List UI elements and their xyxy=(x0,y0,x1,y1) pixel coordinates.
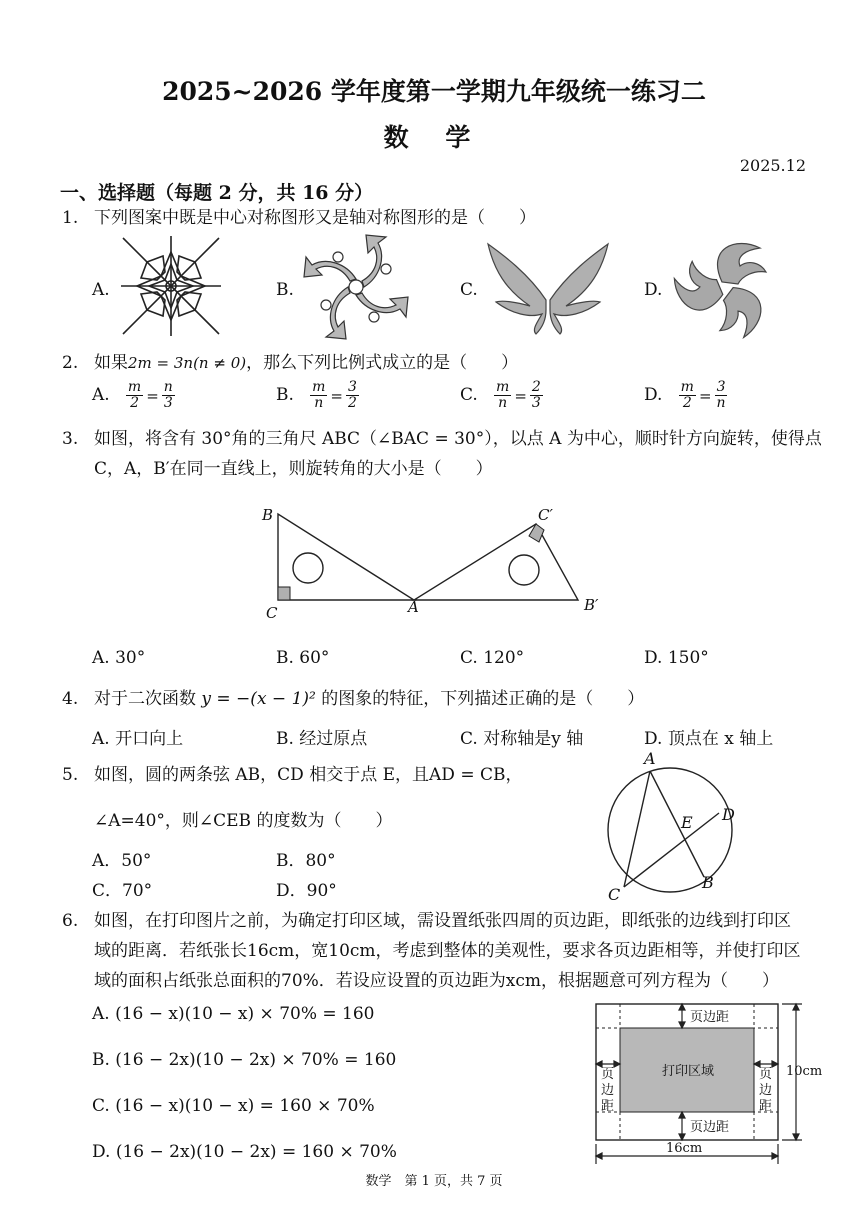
math-expression: 2m = 3n(n ≠ 0) xyxy=(128,354,247,372)
option-label: A. xyxy=(92,385,110,405)
label-A: A xyxy=(644,749,656,768)
question-3 xyxy=(62,424,822,484)
page-footer: 数学 第 1 页，共 7 页 xyxy=(365,1174,503,1189)
question-1 xyxy=(62,203,536,233)
option-a: A. $\frac{m}{2}$ = $\frac{n}{3}$ xyxy=(92,379,173,411)
stem-line: C，A，B′在同一直线上，则旋转角的大小是（ ） xyxy=(94,459,493,479)
option-d: D．90° xyxy=(276,881,337,901)
option-a-label: A. xyxy=(92,280,110,300)
question-stem: 下列图案中既是中心对称图形又是轴对称图形的是（ ） xyxy=(94,208,536,228)
stem-line: 域的距离．若纸张长16cm，宽10cm，考虑到整体的美观性，要求各页边距相等，并使打印区 xyxy=(94,941,801,961)
width-label: 16cm xyxy=(666,1141,703,1156)
top-margin-label: 页边距 xyxy=(690,1010,730,1025)
subject-title: 数 学 xyxy=(383,123,485,152)
fraction-numerator: n xyxy=(163,379,173,395)
option-c: C．70° xyxy=(92,881,153,901)
question-5-line2: ∠A=40°，则∠CEB 的度数为（ ） xyxy=(94,811,393,831)
question-number: 5. xyxy=(62,765,79,785)
fraction-numerator: 2 xyxy=(531,379,541,395)
question-number: 4. xyxy=(62,689,79,709)
stem-text: 的图象的特征，下列描述正确的是（ ） xyxy=(321,689,645,709)
print-margin-figure xyxy=(590,998,826,1168)
fraction-denominator: n xyxy=(314,395,324,411)
question-2 xyxy=(62,348,518,378)
question-number: 2. xyxy=(62,353,79,373)
option-c: C. 对称轴是y 轴 xyxy=(460,729,584,749)
section-title: 一、选择题（每题 2 分，共 16 分） xyxy=(60,182,374,204)
right-margin-char: 边 xyxy=(759,1083,773,1098)
fraction-denominator: 3 xyxy=(531,395,541,411)
fraction-denominator: 2 xyxy=(682,395,692,411)
fraction-numerator: m xyxy=(312,379,326,395)
option-a: A. 开口向上 xyxy=(92,729,184,749)
label-B: B xyxy=(702,873,714,892)
fraction-denominator: n xyxy=(498,395,508,411)
option-d: D. 150° xyxy=(644,648,709,668)
option-b: B. 经过原点 xyxy=(276,729,368,749)
fraction-denominator: n xyxy=(716,395,726,411)
right-margin-char: 距 xyxy=(759,1099,773,1114)
option-d-label: D. xyxy=(644,280,663,300)
fraction-numerator: 3 xyxy=(347,379,357,395)
swirl-pattern-image xyxy=(300,234,412,340)
label-C: C xyxy=(266,604,278,622)
option-label: C. xyxy=(460,385,478,405)
stem-text: 对于二次函数 xyxy=(94,689,196,709)
question-number: 6. xyxy=(62,911,79,931)
bottom-margin-label: 页边距 xyxy=(690,1120,730,1135)
option-a: A. 30° xyxy=(92,648,146,668)
print-area-label: 打印区域 xyxy=(662,1064,715,1079)
question-6 xyxy=(62,906,822,996)
triangle-rotation-figure xyxy=(256,500,612,626)
option-c-label: C. xyxy=(460,280,478,300)
option-label: B. xyxy=(276,385,294,405)
stem-line: 如图，在打印图片之前，为确定打印区域，需设置纸张四周的页边距，即纸张的边线到打印区 xyxy=(94,911,791,931)
wings-pattern-image xyxy=(486,240,610,336)
left-margin-char: 距 xyxy=(601,1099,615,1114)
option-a: A．50° xyxy=(92,851,152,871)
option-c: C. $\frac{m}{n}$ = $\frac{2}{3}$ xyxy=(460,379,541,411)
snowflake-pattern-image xyxy=(118,232,224,340)
stem-line: 如图，圆的两条弦 AB，CD 相交于点 E，且AD = CB， xyxy=(94,765,523,785)
stem-text: 如果 xyxy=(94,353,128,373)
option-label: D. xyxy=(644,385,663,405)
exam-date: 2025.12 xyxy=(739,156,806,175)
exam-title: 2025~2026 学年度第一学期九年级统一练习二 xyxy=(162,77,706,106)
fraction-denominator: 3 xyxy=(163,395,173,411)
option-c: C. 120° xyxy=(460,648,525,668)
left-margin-char: 页 xyxy=(601,1067,615,1082)
label-C-prime: C′ xyxy=(538,506,553,524)
fraction-denominator: 2 xyxy=(130,395,139,411)
left-margin-char: 边 xyxy=(601,1083,615,1098)
label-B: B xyxy=(262,506,274,524)
question-number: 1. xyxy=(62,208,79,228)
label-A: A xyxy=(408,598,419,616)
option-b: B. 60° xyxy=(276,648,330,668)
label-E: E xyxy=(681,813,693,832)
option-b: B．80° xyxy=(276,851,336,871)
wave-pattern-image xyxy=(670,234,782,342)
option-a: A. (16 − x)(10 − x) × 70% = 160 xyxy=(92,1004,375,1024)
height-label: 10cm xyxy=(786,1064,823,1079)
fraction-numerator: m xyxy=(496,379,510,395)
label-C: C xyxy=(608,885,621,904)
option-b-label: B. xyxy=(276,280,294,300)
question-4 xyxy=(62,684,644,714)
fraction-denominator: 2 xyxy=(347,395,357,411)
label-B-prime: B′ xyxy=(584,596,599,614)
fraction-numerator: 3 xyxy=(716,379,726,395)
fraction-numerator: m xyxy=(680,379,694,395)
option-d: D. $\frac{m}{2}$ = $\frac{3}{n}$ xyxy=(644,379,726,411)
question-number: 3. xyxy=(62,429,79,449)
right-margin-char: 页 xyxy=(759,1067,773,1082)
option-c: C. (16 − x)(10 − x) = 160 × 70% xyxy=(92,1096,375,1116)
option-b: B. $\frac{m}{n}$ = $\frac{3}{2}$ xyxy=(276,379,357,411)
stem-line: 域的面积占纸张总面积的70%．若设应设置的页边距为xcm，根据题意可列方程为（ ） xyxy=(94,971,780,991)
math-expression: y = −(x − 1)² xyxy=(201,689,316,709)
fraction-numerator: m xyxy=(127,379,142,395)
option-d: D. (16 − 2x)(10 − 2x) = 160 × 70% xyxy=(92,1142,397,1162)
option-d: D. 顶点在 x 轴上 xyxy=(644,729,774,749)
option-b: B. (16 − 2x)(10 − 2x) × 70% = 160 xyxy=(92,1050,397,1070)
label-D: D xyxy=(722,805,735,824)
stem-text: ，那么下列比例式成立的是（ ） xyxy=(246,353,519,373)
question-5 xyxy=(62,760,523,790)
stem-line: 如图，将含有 30°角的三角尺 ABC（∠BAC = 30°），以点 A 为中心，顺时针方向旋转，使得点 xyxy=(94,429,822,449)
circle-chords-figure xyxy=(586,746,746,906)
